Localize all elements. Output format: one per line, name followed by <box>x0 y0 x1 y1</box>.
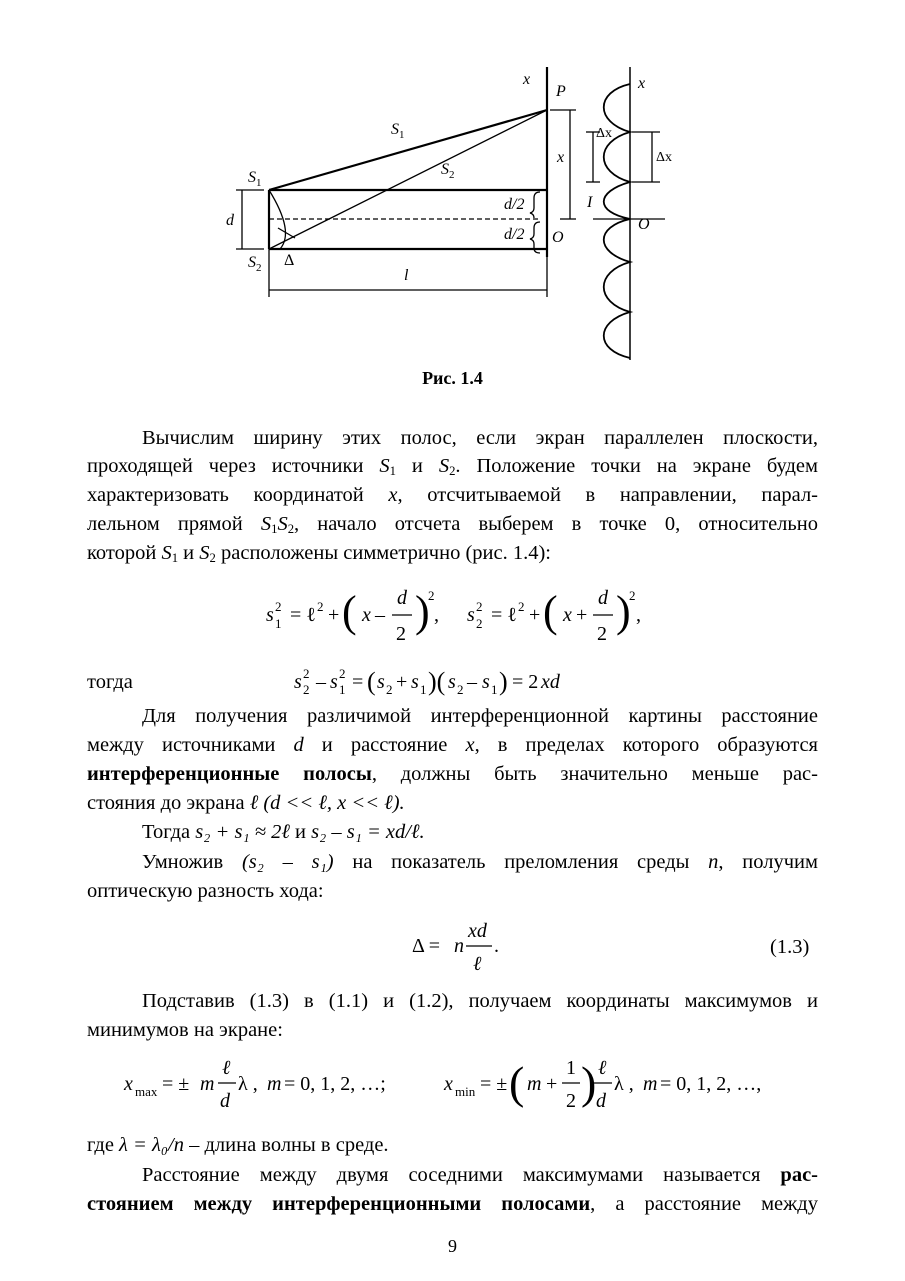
svg-text:ℓ: ℓ <box>598 1057 607 1079</box>
label-delta: Δ <box>284 252 295 269</box>
p4-line2: оптическую разность хода: <box>87 880 324 902</box>
svg-text:= 0, 1, 2, …;: = 0, 1, 2, …; <box>284 1073 386 1095</box>
p1-line1: Вычислим ширину этих полос, если экран параллелен плоскости, <box>142 427 818 449</box>
label-ray-s2: $S_2$ <box>441 161 455 181</box>
svg-text:d: d <box>397 587 407 609</box>
label-x-right: x <box>638 75 646 92</box>
svg-text:m: m <box>267 1073 282 1095</box>
label-p: P <box>556 83 566 100</box>
svg-text:,: , <box>434 604 439 626</box>
svg-text:2: 2 <box>396 623 406 645</box>
p3-line1: Тогда s₂ + s₁ ≈ 2ℓ и s₂ – s₁ = xd/ℓ. <box>142 821 425 843</box>
label-dx-right: Δx <box>656 150 673 165</box>
svg-text:2: 2 <box>566 1090 576 1112</box>
equation-1-3 <box>408 915 518 979</box>
svg-text:= 0, 1, 2, …,: = 0, 1, 2, …, <box>660 1073 762 1095</box>
svg-text:2: 2 <box>303 682 310 697</box>
label-x-mid: x <box>557 149 565 166</box>
svg-text:x: x <box>362 604 371 626</box>
svg-text:): ) <box>616 587 631 636</box>
svg-text:Δ =: Δ = <box>412 935 441 957</box>
label-d2-bottom: d/2 <box>504 226 525 243</box>
svg-text:2: 2 <box>518 599 525 614</box>
ray-s1 <box>269 110 547 190</box>
equation-difference <box>290 658 610 702</box>
label-o-right: O <box>638 216 650 233</box>
svg-text:max: max <box>135 1084 158 1099</box>
label-ray-s1: $S_1$ <box>391 121 405 141</box>
svg-text:n: n <box>454 935 464 957</box>
svg-text:s: s <box>411 671 419 693</box>
svg-text:2: 2 <box>339 666 346 681</box>
svg-text:=: = <box>352 671 364 693</box>
label-x-top: x <box>523 71 531 88</box>
svg-text:(: ( <box>367 667 376 696</box>
p2-line3: интерференционные полосы, должны быть значительно меньше рас- <box>87 763 818 785</box>
svg-text:2: 2 <box>303 666 310 681</box>
togda-label: тогда <box>87 671 133 693</box>
svg-text:s: s <box>482 671 490 693</box>
p1-line4: лельном прямой $S_1S_2$, начало отсчета выберем в точке 0, относительно <box>87 513 818 537</box>
label-s2: $S_2$ <box>248 254 262 274</box>
svg-text:1: 1 <box>566 1057 576 1079</box>
equation-s-squared <box>262 578 652 648</box>
svg-text:1: 1 <box>339 682 346 697</box>
label-s1: $S_1$ <box>248 169 262 189</box>
svg-text:d: d <box>598 587 608 609</box>
svg-text:m: m <box>643 1073 658 1095</box>
svg-text:x: x <box>124 1073 133 1095</box>
svg-text:m: m <box>200 1073 215 1095</box>
svg-text:xd: xd <box>541 671 560 693</box>
svg-text:+: + <box>546 1073 558 1095</box>
svg-text:–: – <box>375 604 385 626</box>
svg-text:,: , <box>636 604 641 626</box>
svg-text:2: 2 <box>386 682 393 697</box>
svg-text:2: 2 <box>457 682 464 697</box>
svg-text:s: s <box>448 671 456 693</box>
equation-number: (1.3) <box>770 936 810 958</box>
svg-text:s: s <box>266 604 274 626</box>
svg-text:.: . <box>494 935 499 957</box>
p5-line1: Подставив (1.3) в (1.1) и (1.2), получаем координаты максимумов и <box>142 990 818 1012</box>
label-l: l <box>404 267 409 284</box>
p1-line3: характеризовать координатой x, отсчитываемой в направлении, парал- <box>87 484 819 506</box>
label-dx-small: Δx <box>596 126 613 141</box>
svg-text:d: d <box>596 1090 606 1112</box>
svg-text:2: 2 <box>476 599 483 614</box>
label-d2-top: d/2 <box>504 196 525 213</box>
figure-caption: Рис. 1.4 <box>422 368 483 388</box>
svg-text:(: ( <box>543 587 558 636</box>
svg-text:= ℓ: = ℓ <box>290 604 316 626</box>
p2-line4: стояния до экрана ℓ (d << ℓ, x << ℓ). <box>87 792 405 814</box>
svg-text:2: 2 <box>597 623 607 645</box>
svg-text:= 2: = 2 <box>512 671 539 693</box>
svg-text:2: 2 <box>476 616 483 631</box>
svg-text:= ℓ: = ℓ <box>491 604 517 626</box>
svg-text:= ±: = ± <box>162 1073 190 1095</box>
label-i: I <box>587 194 593 211</box>
p1-line2: проходящей через источники $S_1$ и $S_2$. Положение точки на экране будем <box>87 455 818 479</box>
svg-text:2: 2 <box>629 588 636 603</box>
svg-text:x: x <box>444 1073 453 1095</box>
svg-text:s: s <box>330 671 338 693</box>
figure-interference-diagram <box>200 62 680 367</box>
svg-text:m: m <box>527 1073 542 1095</box>
svg-text:): ) <box>581 1057 597 1108</box>
svg-text:= ±: = ± <box>480 1073 508 1095</box>
svg-text:λ ,: λ , <box>614 1073 634 1095</box>
svg-text:2: 2 <box>428 588 435 603</box>
p5-line2: минимумов на экране: <box>87 1019 283 1041</box>
svg-text:(: ( <box>342 587 357 636</box>
svg-text:1: 1 <box>275 616 282 631</box>
svg-text:ℓ: ℓ <box>473 953 482 975</box>
p7-line2: стоянием между интерференционными полосами, а расстояние между <box>87 1193 818 1215</box>
svg-text:s: s <box>467 604 475 626</box>
svg-text:+: + <box>576 604 588 626</box>
equation-xmax-xmin <box>120 1052 800 1118</box>
svg-text:xd: xd <box>468 920 487 942</box>
p4-line1: Умножив (s₂ – s₁) на показатель преломления среды n, получим <box>142 851 818 873</box>
p7-line1: Расстояние между двумя соседними максимумами называется рас- <box>142 1164 818 1186</box>
svg-text:+: + <box>529 604 541 626</box>
label-o: O <box>552 229 564 246</box>
p6-line1: где λ = λ₀/n – длина волны в среде. <box>87 1134 389 1156</box>
p1-line5: которой $S_1$ и $S_2$ расположены симметрично (рис. 1.4): <box>87 542 551 566</box>
svg-text:–: – <box>316 671 326 693</box>
p2-line1: Для получения различимой интерференционной картины расстояние <box>142 705 818 727</box>
svg-text:s: s <box>294 671 302 693</box>
svg-text:λ ,: λ , <box>238 1073 258 1095</box>
label-d: d <box>226 212 234 229</box>
svg-text:1: 1 <box>420 682 427 697</box>
svg-text:): ) <box>415 587 430 636</box>
svg-text:2: 2 <box>275 599 282 614</box>
page-number: 9 <box>448 1236 457 1256</box>
svg-text:1: 1 <box>491 682 498 697</box>
svg-text:x: x <box>563 604 572 626</box>
svg-text:ℓ: ℓ <box>222 1057 231 1079</box>
svg-text:d: d <box>220 1090 230 1112</box>
svg-text:min: min <box>455 1084 476 1099</box>
svg-text:+: + <box>396 671 408 693</box>
svg-text:): ) <box>499 667 508 696</box>
svg-text:s: s <box>377 671 385 693</box>
p2-line2: между источниками d и расстояние x, в пределах которого образуются <box>87 734 818 756</box>
svg-text:–: – <box>467 671 477 693</box>
svg-text:)(: )( <box>428 667 446 696</box>
svg-text:(: ( <box>509 1057 525 1108</box>
svg-text:+: + <box>328 604 340 626</box>
svg-text:2: 2 <box>317 599 324 614</box>
